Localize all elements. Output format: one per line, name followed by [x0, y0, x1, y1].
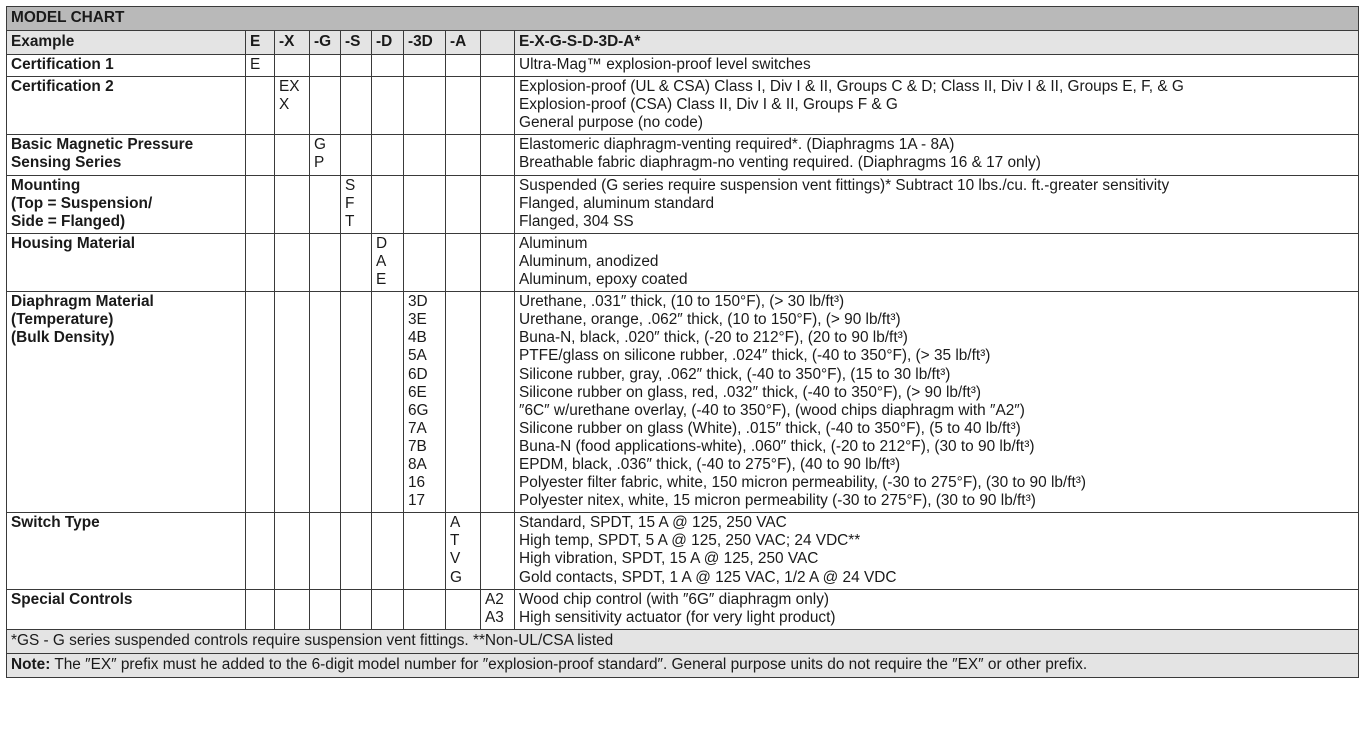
category-label-line: Diaphragm Material: [11, 293, 154, 311]
option-code: 16: [408, 474, 426, 492]
option-code-cell: [372, 175, 404, 233]
option-description-cell: [515, 77, 1359, 135]
option-description: Polyester filter fabric, white, 150 micron permeability, (-30 to 275°F), (30 to 90 lb/ft³): [519, 474, 1086, 492]
category-label-line: Certification 1: [11, 56, 114, 73]
option-code: 6G: [408, 401, 429, 419]
example-label: Example: [7, 31, 246, 55]
option-code: S: [345, 176, 356, 194]
option-description-cell: [515, 233, 1359, 291]
option-description: Aluminum: [519, 234, 588, 252]
example-row: [7, 31, 1359, 55]
option-code: A: [450, 514, 461, 532]
option-code-cell: [404, 175, 446, 233]
option-code-cell: [246, 55, 275, 77]
category-label-line: (Temperature): [11, 311, 114, 329]
option-description: Buna-N (food applications-white), .060″ thick, (-20 to 212°F), (30 to 90 lb/ft³): [519, 437, 1035, 455]
option-category-label: [7, 513, 246, 589]
option-code-cell: [341, 55, 372, 77]
option-code-cell: [404, 589, 446, 629]
option-description: Explosion-proof (UL & CSA) Class I, Div I & II, Groups C & D; Class II, Div I & II, Groups E, F, & G: [519, 78, 1184, 96]
option-code-cell: [246, 77, 275, 135]
option-description: Suspended (G series require suspension vent fittings)* Subtract 10 lbs./cu. ft.-greater sensitivity: [519, 176, 1170, 194]
option-code-cell: [446, 77, 481, 135]
option-code-cell: [310, 135, 341, 175]
option-code-cell: [372, 292, 404, 513]
option-row: [7, 292, 1359, 513]
chart-title: MODEL CHART: [7, 7, 1359, 31]
option-description-cell: [515, 135, 1359, 175]
option-code-cell: [341, 292, 372, 513]
option-code: E: [250, 56, 261, 73]
option-code: EX: [279, 78, 300, 96]
option-code-cell: [275, 135, 310, 175]
option-code: A: [376, 252, 387, 270]
option-code-cell: [404, 135, 446, 175]
example-code: E: [246, 31, 275, 55]
option-code: A2: [485, 590, 504, 608]
option-description: Explosion-proof (CSA) Class II, Div I & II, Groups F & G: [519, 96, 898, 114]
option-code-cell: [341, 589, 372, 629]
option-code-cell: [246, 175, 275, 233]
option-code-cell: [372, 135, 404, 175]
option-code-cell: [372, 589, 404, 629]
example-code: -A: [446, 31, 481, 55]
option-code-cell: [310, 513, 341, 589]
category-label-line: Sensing Series: [11, 154, 122, 172]
option-description: Urethane, .031″ thick, (10 to 150°F), (> 30 lb/ft³): [519, 293, 845, 311]
option-code-cell: [341, 77, 372, 135]
option-code: T: [450, 532, 460, 550]
option-code-cell: [310, 55, 341, 77]
category-label-line: Housing Material: [11, 234, 135, 252]
option-code: G: [450, 568, 462, 586]
option-code: 3D: [408, 293, 428, 311]
note-row: [7, 653, 1359, 677]
option-code-cell: [275, 513, 310, 589]
option-code-cell: [481, 175, 515, 233]
option-description: Aluminum, anodized: [519, 252, 659, 270]
example-code: -X: [275, 31, 310, 55]
option-code: V: [450, 550, 461, 568]
option-code-cell: [341, 135, 372, 175]
option-code: T: [345, 212, 355, 230]
option-description: ″6C″ w/urethane overlay, (-40 to 350°F), (wood chips diaphragm with ″A2″): [519, 401, 1025, 419]
option-code: 7A: [408, 419, 427, 437]
option-code-cell: [275, 292, 310, 513]
option-code-cell: [246, 292, 275, 513]
option-code-cell: [310, 292, 341, 513]
option-code-cell: [275, 589, 310, 629]
model-chart: [6, 6, 1358, 678]
option-code-cell: [404, 292, 446, 513]
option-code-cell: [481, 513, 515, 589]
example-code: -3D: [404, 31, 446, 55]
option-row: [7, 589, 1359, 629]
option-code-cell: [481, 292, 515, 513]
option-description: Silicone rubber on glass, red, .032″ thick, (-40 to 350°F), (> 90 lb/ft³): [519, 383, 981, 401]
option-code-cell: [446, 175, 481, 233]
option-description: EPDM, black, .036″ thick, (-40 to 275°F), (40 to 90 lb/ft³): [519, 455, 901, 473]
option-code: 8A: [408, 455, 427, 473]
option-row: [7, 175, 1359, 233]
option-code-cell: [446, 589, 481, 629]
option-code-cell: [481, 135, 515, 175]
option-code: 6E: [408, 383, 427, 401]
category-label-line: Basic Magnetic Pressure: [11, 136, 194, 154]
option-code-cell: [446, 233, 481, 291]
example-code: -S: [341, 31, 372, 55]
option-category-label: [7, 292, 246, 513]
option-code-cell: [404, 513, 446, 589]
option-code: D: [376, 234, 388, 252]
option-code-cell: [246, 233, 275, 291]
option-code-cell: [275, 233, 310, 291]
option-row: [7, 55, 1359, 77]
footnote-row: [7, 629, 1359, 653]
option-row: [7, 233, 1359, 291]
option-description: Wood chip control (with ″6G″ diaphragm only): [519, 590, 830, 608]
option-code-cell: [372, 77, 404, 135]
option-row: [7, 513, 1359, 589]
option-code-cell: [246, 135, 275, 175]
note: [7, 653, 1359, 677]
option-description-cell: [515, 175, 1359, 233]
option-description: Standard, SPDT, 15 A @ 125, 250 VAC: [519, 514, 787, 532]
category-label-line: Certification 2: [11, 78, 114, 96]
footnote: *GS - G series suspended controls require suspension vent fittings. **Non-UL/CSA listed: [7, 629, 1359, 653]
option-code: 6D: [408, 365, 428, 383]
option-code-cell: [310, 233, 341, 291]
category-label-line: Side = Flanged): [11, 212, 126, 230]
option-category-label: [7, 55, 246, 77]
note-text: The ″EX″ prefix must he added to the 6-digit model number for ″explosion-proof standard″. General purpose units do not require the ″EX″ or other prefix.: [50, 656, 1088, 674]
option-description: Elastomeric diaphragm-venting required*. (Diaphragms 1A - 8A): [519, 136, 955, 154]
option-code: F: [345, 194, 355, 212]
option-code-cell: [481, 55, 515, 77]
option-description: High sensitivity actuator (for very light product): [519, 608, 836, 626]
option-code-cell: [341, 233, 372, 291]
model-chart-table: [6, 6, 1359, 678]
option-code-cell: [372, 513, 404, 589]
option-code: G: [314, 136, 326, 154]
option-description: General purpose (no code): [519, 114, 703, 132]
category-label-line: Special Controls: [11, 590, 133, 608]
option-code: 7B: [408, 437, 427, 455]
option-category-label: [7, 175, 246, 233]
title-row: [7, 7, 1359, 31]
option-code: E: [376, 271, 387, 289]
category-label-line: Mounting: [11, 176, 81, 194]
example-code: -G: [310, 31, 341, 55]
option-description: Flanged, 304 SS: [519, 212, 634, 230]
option-code-cell: [275, 77, 310, 135]
option-code: 3E: [408, 311, 427, 329]
example-model-number: E-X-G-S-D-3D-A*: [515, 31, 1359, 55]
option-code-cell: [446, 292, 481, 513]
option-description: High temp, SPDT, 5 A @ 125, 250 VAC; 24 VDC**: [519, 532, 861, 550]
option-code: 5A: [408, 347, 427, 365]
option-code: 17: [408, 492, 426, 510]
option-category-label: [7, 233, 246, 291]
option-code-cell: [310, 175, 341, 233]
note-label: Note:: [11, 656, 51, 674]
option-category-label: [7, 135, 246, 175]
option-code-cell: [446, 513, 481, 589]
model-chart-body: [7, 7, 1359, 678]
option-code-cell: [246, 513, 275, 589]
option-code-cell: [246, 589, 275, 629]
option-category-label: [7, 77, 246, 135]
option-code-cell: [341, 175, 372, 233]
category-label-line: Switch Type: [11, 514, 100, 532]
option-description-cell: [515, 589, 1359, 629]
option-row: [7, 77, 1359, 135]
option-code-cell: [341, 513, 372, 589]
category-label-line: (Top = Suspension/: [11, 194, 153, 212]
option-description: Buna-N, black, .020″ thick, (-20 to 212°F), (20 to 90 lb/ft³): [519, 329, 908, 347]
option-description: Gold contacts, SPDT, 1 A @ 125 VAC, 1/2 A @ 24 VDC: [519, 568, 897, 586]
option-category-label: [7, 589, 246, 629]
option-code-cell: [481, 233, 515, 291]
option-description-cell: [515, 55, 1359, 77]
option-code-cell: [446, 135, 481, 175]
category-label-line: (Bulk Density): [11, 329, 115, 347]
option-code-cell: [404, 77, 446, 135]
option-code-cell: [404, 233, 446, 291]
option-code-cell: [310, 77, 341, 135]
option-description: Silicone rubber, gray, .062″ thick, (-40 to 350°F), (15 to 30 lb/ft³): [519, 365, 951, 383]
option-description: Breathable fabric diaphragm-no venting required. (Diaphragms 16 & 17 only): [519, 154, 1041, 172]
option-code: X: [279, 96, 290, 114]
example-code: -D: [372, 31, 404, 55]
option-description: PTFE/glass on silicone rubber, .024″ thick, (-40 to 350°F), (> 35 lb/ft³): [519, 347, 991, 365]
option-code-cell: [404, 55, 446, 77]
option-code-cell: [310, 589, 341, 629]
option-code-cell: [372, 233, 404, 291]
option-code-cell: [481, 589, 515, 629]
option-code: A3: [485, 608, 504, 626]
option-description: Silicone rubber on glass (White), .015″ thick, (-40 to 350°F), (5 to 40 lb/ft³): [519, 419, 1021, 437]
option-description-cell: [515, 513, 1359, 589]
option-code-cell: [446, 55, 481, 77]
option-code-cell: [481, 77, 515, 135]
option-row: [7, 135, 1359, 175]
option-description-cell: [515, 292, 1359, 513]
option-code-cell: [372, 55, 404, 77]
option-description: Flanged, aluminum standard: [519, 194, 715, 212]
option-code-cell: [275, 175, 310, 233]
option-code-cell: [275, 55, 310, 77]
option-code: P: [314, 154, 325, 172]
option-description: High vibration, SPDT, 15 A @ 125, 250 VAC: [519, 550, 819, 568]
option-description: Aluminum, epoxy coated: [519, 271, 688, 289]
option-description: Urethane, orange, .062″ thick, (10 to 150°F), (> 90 lb/ft³): [519, 311, 901, 329]
option-code: 4B: [408, 329, 427, 347]
option-description: Ultra-Mag™ explosion-proof level switches: [519, 56, 811, 73]
example-code: [481, 31, 515, 55]
option-description: Polyester nitex, white, 15 micron permeability (-30 to 275°F), (30 to 90 lb/ft³): [519, 492, 1036, 510]
